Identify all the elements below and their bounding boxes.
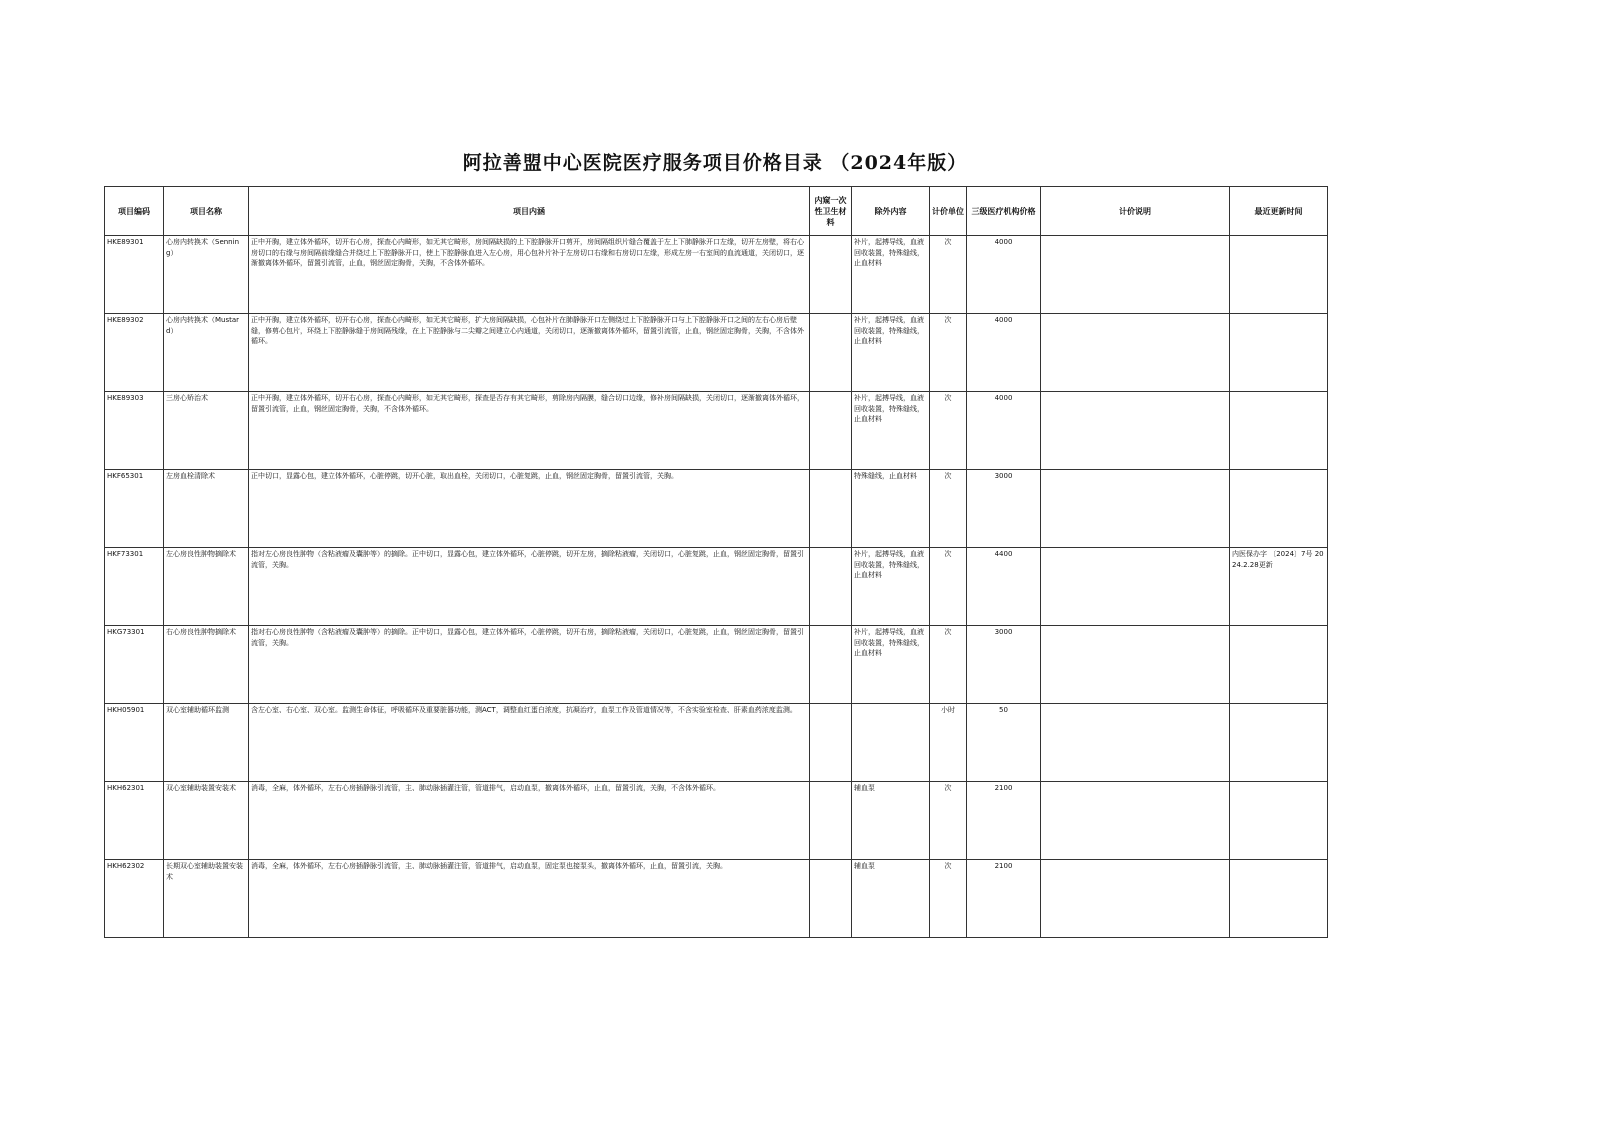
table-row [105,860,1328,938]
cell-name: 心房内转换术（Senning） [164,236,249,314]
cell-price: 3000 [967,626,1041,704]
cell-price: 50 [967,704,1041,782]
cell-code: HKH62301 [105,782,164,860]
cell-note [1041,470,1230,548]
cell-code: HKH05901 [105,704,164,782]
cell-except: 辅血泵 [852,860,930,938]
cell-note [1041,548,1230,626]
header-name: 项目名称 [164,187,249,236]
cell-price: 2100 [967,860,1041,938]
cell-name: 长期双心室辅助装置安装术 [164,860,249,938]
header-note: 计价说明 [1041,187,1230,236]
cell-content: 消毒，全麻，体外循环，左右心房插静脉引流管，主、肺动脉插灌注管，管道排气，启动血泵，固定泵也接泵头，撤离体外循环，止血，留置引流，关胸。 [249,860,810,938]
cell-code: HKH62302 [105,860,164,938]
cell-except: 补片，起搏导线，血液回收装置，特殊缝线，止血材料 [852,314,930,392]
cell-name: 右心房良性肿物摘除术 [164,626,249,704]
cell-material [810,782,852,860]
cell-except: 补片，起搏导线，血液回收装置，特殊缝线，止血材料 [852,392,930,470]
cell-unit: 次 [930,782,967,860]
header-updated: 最近更新时间 [1230,187,1328,236]
header-row [105,187,1328,236]
cell-unit: 次 [930,392,967,470]
cell-unit: 小时 [930,704,967,782]
cell-except [852,704,930,782]
cell-note [1041,392,1230,470]
cell-code: HKE89303 [105,392,164,470]
header-except: 除外内容 [852,187,930,236]
cell-content: 正中开胸，建立体外循环，切开右心房，探查心内畸形，如无其它畸形，扩大房间隔缺损，心包补片在肺静脉开口左侧绕过上下腔静脉开口与上下腔静脉开口之间的左右心房后壁缝，修剪心包片，环绕上下腔静脉缝于房间隔残缘，在上下腔静脉与二尖瓣之间建立心内通道，关闭切口，逐渐撤离体外循环，留置引流管，止血，钢丝固定胸骨，关胸，不含体外循环。 [249,314,810,392]
cell-material [810,314,852,392]
cell-content: 含左心室、右心室、双心室。监测生命体征，呼吸循环及重要脏器功能，测ACT，调整血红蛋白浓度，抗凝治疗，血泵工作及管道情况等，不含实验室检查、肝素血药浓度监测。 [249,704,810,782]
cell-name: 双心室辅助循环监测 [164,704,249,782]
header-unit: 计价单位 [930,187,967,236]
table-row [105,236,1328,314]
cell-unit: 次 [930,548,967,626]
cell-unit: 次 [930,626,967,704]
cell-material [810,704,852,782]
cell-unit: 次 [930,314,967,392]
cell-except: 补片，起搏导线，血液回收装置，特殊缝线，止血材料 [852,236,930,314]
cell-updated [1230,236,1328,314]
cell-note [1041,782,1230,860]
cell-content: 消毒，全麻，体外循环，左右心房插静脉引流管，主、肺动脉插灌注管，管道排气，启动血泵，撤离体外循环，止血，留置引流，关胸，不含体外循环。 [249,782,810,860]
cell-updated [1230,704,1328,782]
cell-updated [1230,626,1328,704]
table-row [105,626,1328,704]
cell-material [810,548,852,626]
cell-note [1041,626,1230,704]
cell-name: 心房内转换术（Mustard） [164,314,249,392]
cell-name: 双心室辅助装置安装术 [164,782,249,860]
cell-content: 正中切口，显露心包，建立体外循环，心脏停跳，切开心脏，取出血栓，关闭切口，心脏复跳，止血，钢丝固定胸骨，留置引流管，关胸。 [249,470,810,548]
cell-content: 指对左心房良性肿物（含粘液瘤及囊肿等）的摘除。正中切口，显露心包，建立体外循环，心脏停跳，切开左房，摘除粘液瘤，关闭切口，心脏复跳，止血，钢丝固定胸骨，留置引流管，关胸。 [249,548,810,626]
cell-material [810,470,852,548]
cell-except: 补片，起搏导线，血液回收装置，特殊缝线，止血材料 [852,548,930,626]
cell-content: 正中开胸，建立体外循环，切开右心房，探查心内畸形，如无其它畸形，探查是否存有其它畸形，剪除房内隔膜，缝合切口边缘，修补房间隔缺损，关闭切口，逐渐撤离体外循环，留置引流管，止血，钢丝固定胸骨，关胸，不含体外循环。 [249,392,810,470]
cell-content: 指对右心房良性肿物（含粘液瘤及囊肿等）的摘除。正中切口，显露心包，建立体外循环，心脏停跳，切开右房，摘除粘液瘤，关闭切口，心脏复跳，止血，钢丝固定胸骨，留置引流管，关胸。 [249,626,810,704]
document-title: 阿拉善盟中心医院医疗服务项目价格目录 （2024年版） [462,152,968,174]
cell-updated [1230,314,1328,392]
table-row [105,548,1328,626]
cell-updated: 内医保办字 〔2024〕7号 2024.2.28更新 [1230,548,1328,626]
cell-note [1041,860,1230,938]
cell-price: 2100 [967,782,1041,860]
cell-unit: 次 [930,236,967,314]
cell-name: 左房血栓清除术 [164,470,249,548]
price-table [104,186,1328,938]
cell-except: 辅血泵 [852,782,930,860]
header-content: 项目内涵 [249,187,810,236]
header-price: 三级医疗机构价格 [967,187,1041,236]
cell-except: 补片，起搏导线，血液回收装置，特殊缝线，止血材料 [852,626,930,704]
cell-material [810,860,852,938]
table-row [105,782,1328,860]
cell-code: HKG73301 [105,626,164,704]
table-row [105,470,1328,548]
cell-price: 4000 [967,314,1041,392]
cell-code: HKE89301 [105,236,164,314]
cell-code: HKF73301 [105,548,164,626]
table-row [105,392,1328,470]
cell-note [1041,236,1230,314]
cell-price: 4400 [967,548,1041,626]
cell-updated [1230,470,1328,548]
cell-note [1041,314,1230,392]
cell-updated [1230,860,1328,938]
cell-name: 三房心矫治术 [164,392,249,470]
cell-unit: 次 [930,470,967,548]
cell-note [1041,704,1230,782]
header-code: 项目编码 [105,187,164,236]
cell-except: 特殊缝线，止血材料 [852,470,930,548]
cell-material [810,392,852,470]
cell-price: 4000 [967,236,1041,314]
cell-material [810,236,852,314]
cell-price: 3000 [967,470,1041,548]
cell-name: 左心房良性肿物摘除术 [164,548,249,626]
cell-updated [1230,392,1328,470]
cell-material [810,626,852,704]
cell-code: HKE89302 [105,314,164,392]
cell-updated [1230,782,1328,860]
cell-price: 4000 [967,392,1041,470]
cell-unit: 次 [930,860,967,938]
header-material: 内窥一次性卫生材料 [810,187,852,236]
table-row [105,314,1328,392]
cell-content: 正中开胸，建立体外循环，切开右心房，探查心内畸形，如无其它畸形，房间隔缺损的上下腔静脉开口剪开，房间隔组织片缝合覆盖于左上下肺静脉开口左缘，切开左房壁，将右心房切口的右缘与房间隔前缘缝合并绕过上下腔静脉开口，使上下腔静脉血进入左心房，用心包补片补于左房切口右缘和右房切口左缘，形成左房一右室间的血流通道，关闭切口，逐渐撤离体外循环，留置引流管，止血，钢丝固定胸骨，关胸，不含体外循环。 [249,236,810,314]
cell-code: HKF65301 [105,470,164,548]
table-row [105,704,1328,782]
